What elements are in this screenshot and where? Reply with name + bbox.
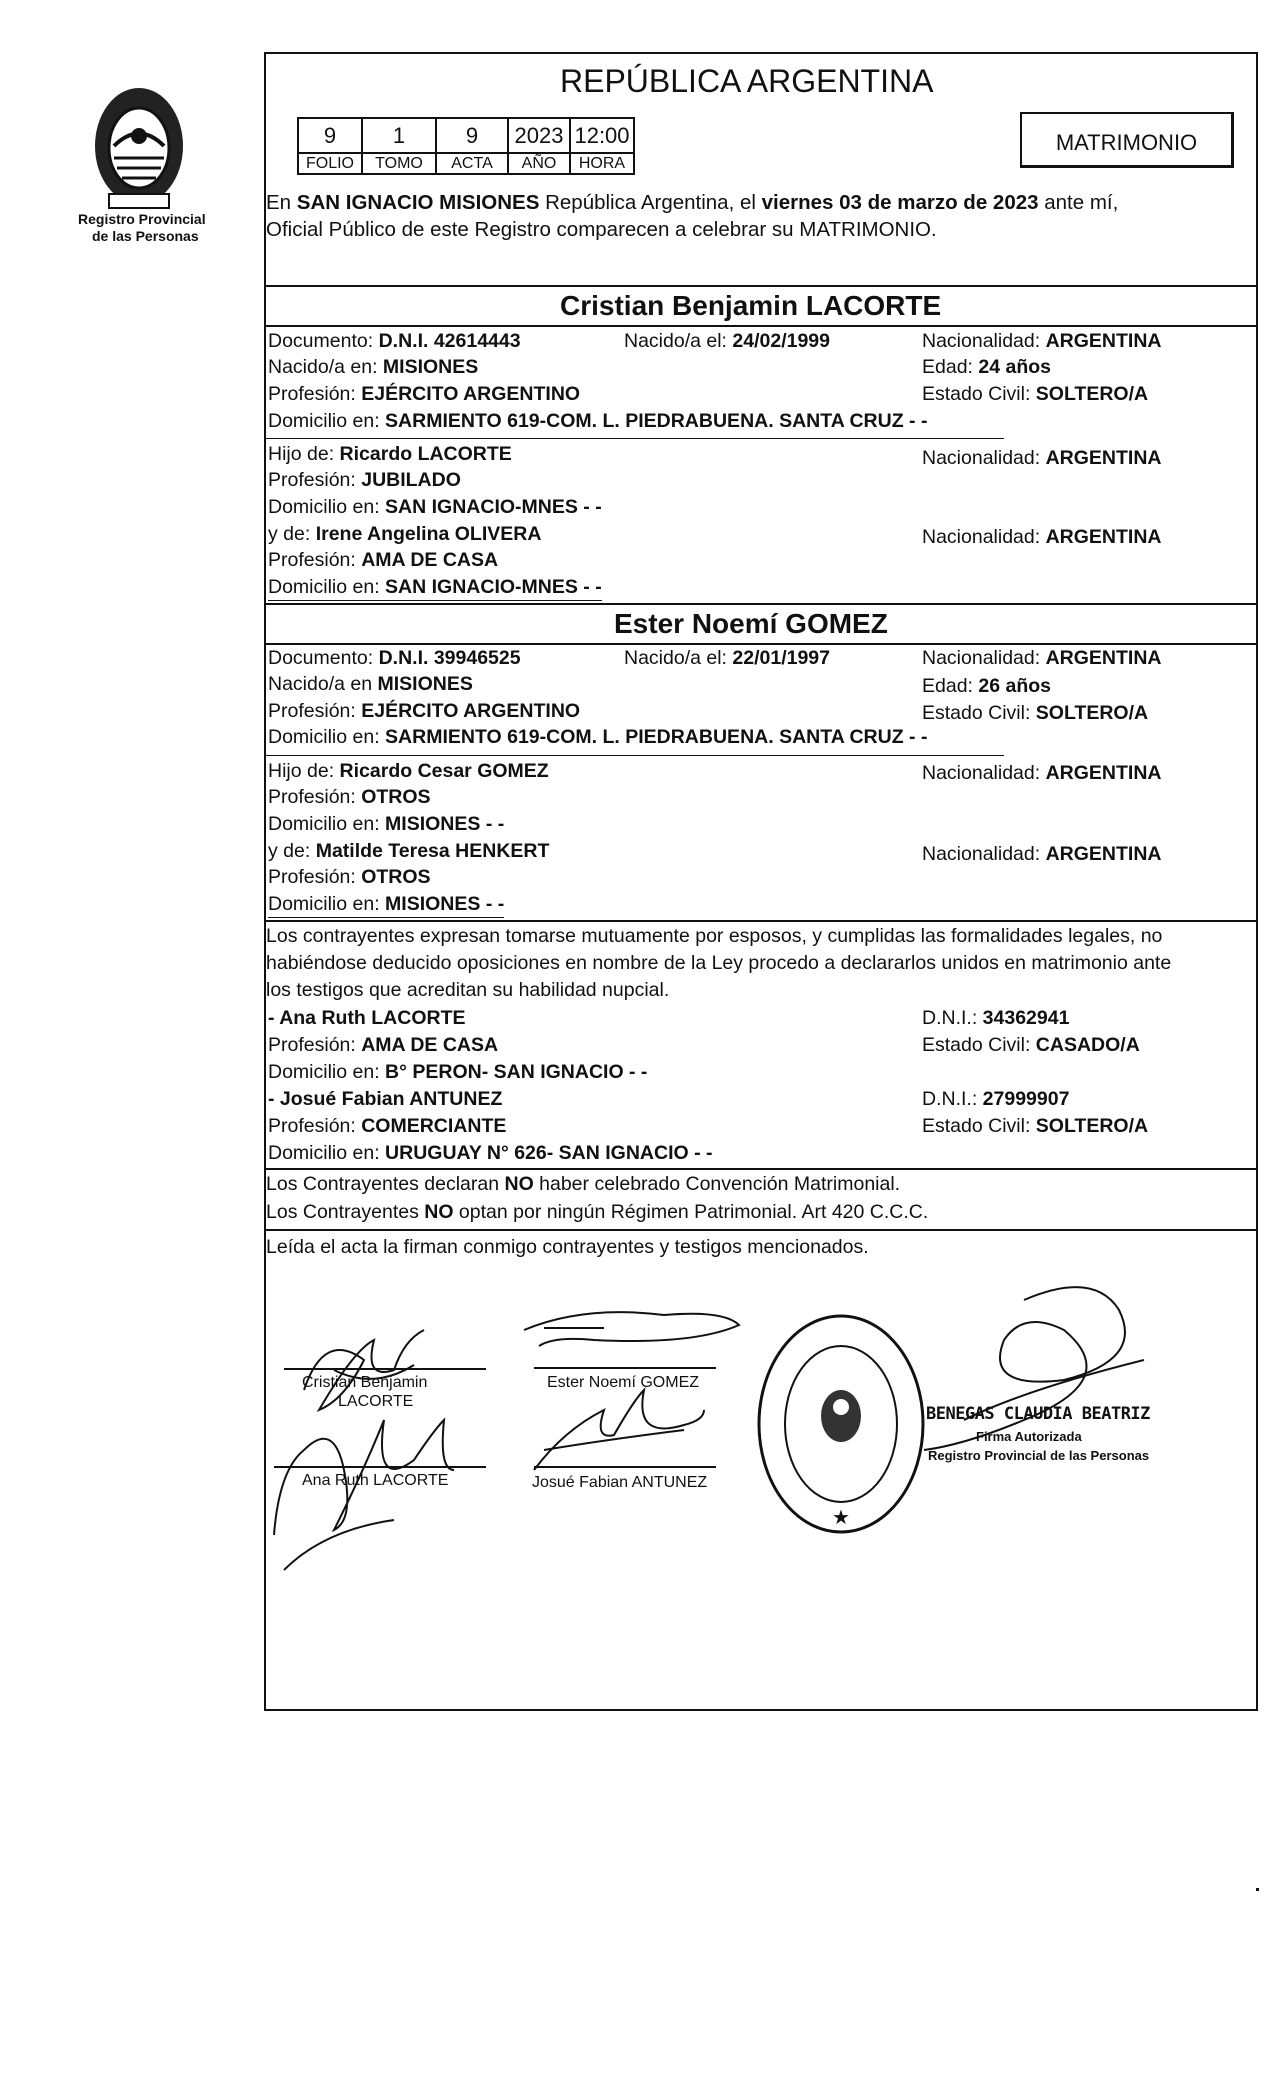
spouse1-row-addr [266,408,1259,435]
spouse2-mother-profession: Profesión: OTROS [268,866,431,888]
tomo-label: TOMO [362,153,436,174]
folio-label: FOLIO [298,153,362,174]
witness1-row-addr [266,1059,1259,1086]
folio-value: 9 [298,118,362,153]
spouse2-civil-status: Estado Civil: SOLTERO/A [922,702,1149,724]
spouse1-age: Edad: 24 años [922,356,1052,378]
intro-place: SAN IGNACIO MISIONES [296,191,540,214]
spouse1-father-nationality: Nacionalidad: ARGENTINA [922,447,1162,469]
spouse2-father-nationality: Nacionalidad: ARGENTINA [922,762,1162,784]
spouse2-row-prof [266,698,1259,725]
spouse1-mother-nationality: Nacionalidad: ARGENTINA [922,526,1162,548]
spouse2-row-mother [266,838,1259,865]
svg-text:★: ★ [832,1505,850,1529]
intro-date: viernes 03 de marzo de 2023 [761,191,1039,214]
intro-mid: República Argentina, el [539,191,762,214]
spouse2-father-address: Domicilio en: MISIONES - - [268,813,505,835]
witness1-civil-status: Estado Civil: CASADO/A [922,1034,1140,1056]
registry-seal-icon [84,76,194,226]
spouse2-nationality: Nacionalidad: ARGENTINA [922,647,1162,669]
witness2-profession: Profesión: COMERCIANTE [268,1115,507,1137]
witness1-address: Domicilio en: B° PERON- SAN IGNACIO - - [268,1061,648,1083]
witness1-row-name [266,1005,1259,1032]
declaration-line-1: Los contrayentes expresan tomarse mutuamente por esposos, y cumplidas las formalidades legales, no [266,925,1163,947]
spouse2-row-doc [266,645,1259,672]
stamp-seal-icon [756,1312,926,1536]
hour-value: 12:00 [570,118,634,153]
spouse2-row-father-addr [266,811,1259,838]
tomo-value: 1 [362,118,436,153]
sig4-label: Josué Fabian ANTUNEZ [532,1474,708,1491]
sig3-label: Ana Ruth LACORTE [302,1472,449,1489]
spouse1-father: Hijo de: Ricardo LACORTE [268,443,512,465]
intro-line-2: Oficial Público de este Registro comparecen a celebrar su MATRIMONIO. [266,218,937,241]
spouse1-mother: y de: Irene Angelina OLIVERA [268,523,542,545]
spouse1-row-mother-addr [266,574,1259,601]
spouse1-address: Domicilio en: SARMIENTO 619-COM. L. PIEDRABUENA. SANTA CRUZ - - [268,410,928,432]
spouse2-born-on: Nacido/a el: 22/01/1997 [624,647,831,669]
spouse1-father-address: Domicilio en: SAN IGNACIO-MNES - - [268,496,602,518]
spouse2-row-mother-addr [266,891,1259,918]
registry-label-line1: Registro Provincial [78,211,206,227]
act-type-label: MATRIMONIO [1055,130,1198,155]
acta-label: ACTA [436,153,508,174]
spouse1-row-prof [266,381,1259,408]
delegation-stamp [756,1312,926,1536]
spouse2-father-profession: Profesión: OTROS [268,786,431,808]
registry-label-line2: de las Personas [92,228,199,244]
scan-dot [1256,1888,1259,1891]
witness2-dni: D.N.I.: 27999907 [922,1088,1070,1110]
divider-header [264,285,1258,287]
witness1-profession: Profesión: AMA DE CASA [268,1034,499,1056]
spouse1-row-doc [266,328,1259,355]
intro-suffix: ante mí, [1038,191,1119,214]
spouse2-row-father-prof [266,784,1259,811]
spouse1-mother-address: Domicilio en: SAN IGNACIO-MNES - - [268,574,602,601]
sig1-label-line1: Cristian Benjamin [302,1374,428,1391]
convention-line-1: Los Contrayentes declaran NO haber celebrado Convención Matrimonial. [266,1173,901,1195]
declaration-line-2: habiéndose deducido oposiciones en nombre de la Ley procedo a declararlos unidos en matrimonio ante [266,952,1172,974]
spouse2-row-father [266,758,1259,785]
spouse1-nationality: Nacionalidad: ARGENTINA [922,330,1162,352]
spouse2-mother-nationality: Nacionalidad: ARGENTINA [922,843,1162,865]
witness2-name: - Josué Fabian ANTUNEZ [268,1088,503,1110]
spouse2-address: Domicilio en: SARMIENTO 619-COM. L. PIEDRABUENA. SANTA CRUZ - - [268,726,928,748]
intro-line-1 [266,191,1118,215]
spouse1-row-father-addr [266,494,1259,521]
witness1-name: - Ana Ruth LACORTE [268,1007,466,1029]
spouse1-row-father-prof [266,467,1259,494]
spouse1-row-father [266,441,1259,468]
registry-seal [84,76,194,226]
spouse1-row-born [266,354,1259,381]
witness2-row-name [266,1086,1259,1113]
spouse1-name: Cristian Benjamin LACORTE [560,290,942,321]
official-office: Registro Provincial de las Personas [928,1448,1150,1463]
spouse2-name: Ester Noemí GOMEZ [614,608,888,639]
spouse2-profession: Profesión: EJÉRCITO ARGENTINO [268,700,581,722]
act-type-box [1020,112,1234,168]
witness2-row-prof [266,1113,1259,1140]
sig1-label-line2: LACORTE [338,1393,414,1410]
act-codes-table [297,117,635,175]
divider-convention [264,1168,1258,1170]
spouse1-doc: Documento: D.N.I. 42614443 [268,330,521,352]
declaration-line-3: los testigos que acreditan su habilidad nupcial. [266,979,670,1001]
spouse1-civil-status: Estado Civil: SOLTERO/A [922,383,1149,405]
intro-prefix: En [266,191,297,214]
spouse1-row-mother-prof [266,547,1259,574]
spouse2-row-mother-prof [266,864,1259,891]
divider-declaration [264,920,1258,922]
divider-spouse2 [264,603,1258,605]
country-title: REPÚBLICA ARGENTINA [560,63,934,99]
spouse1-row-mother [266,521,1259,548]
acta-value: 9 [436,118,508,153]
spouse2-born-in: Nacido/a en MISIONES [268,673,473,695]
spouse2-father: Hijo de: Ricardo Cesar GOMEZ [268,760,549,782]
spouse2-doc: Documento: D.N.I. 39946525 [268,647,521,669]
spouse2-mother-address: Domicilio en: MISIONES - - [268,891,504,918]
spouse1-mother-profession: Profesión: AMA DE CASA [268,549,499,571]
spouse1-born-in: Nacido/a en: MISIONES [268,356,479,378]
year-label: AÑO [508,153,570,174]
closing-text: Leída el acta la firman conmigo contrayentes y testigos mencionados. [266,1236,869,1258]
year-value: 2023 [508,118,570,153]
divider-spouse2-parents [264,755,1004,756]
spouse2-row-born [266,671,1259,698]
spouse1-profession: Profesión: EJÉRCITO ARGENTINO [268,383,581,405]
spouse1-born-on: Nacido/a el: 24/02/1999 [624,330,831,352]
spouse2-age: Edad: 26 años [922,675,1052,697]
spouse2-mother: y de: Matilde Teresa HENKERT [268,840,550,862]
witness2-row-addr [266,1140,1259,1167]
official-role: Firma Autorizada [976,1429,1082,1444]
witness1-row-prof [266,1032,1259,1059]
spouse1-father-profession: Profesión: JUBILADO [268,469,461,491]
witness1-dni: D.N.I.: 34362941 [922,1007,1070,1029]
convention-line-2: Los Contrayentes NO optan por ningún Régimen Patrimonial. Art 420 C.C.C. [266,1201,929,1223]
witness2-address: Domicilio en: URUGUAY N° 626- SAN IGNACIO - - [268,1142,713,1164]
spouse2-row-addr [266,724,1259,751]
hour-label: HORA [570,153,634,174]
sig2-label: Ester Noemí GOMEZ [547,1374,700,1391]
divider-closing [264,1229,1258,1231]
witness2-civil-status: Estado Civil: SOLTERO/A [922,1115,1149,1137]
divider-spouse1 [264,325,1258,327]
divider-spouse1-parents [264,438,1004,439]
official-name: BENEGAS CLAUDIA BEATRIZ [926,1404,1150,1424]
